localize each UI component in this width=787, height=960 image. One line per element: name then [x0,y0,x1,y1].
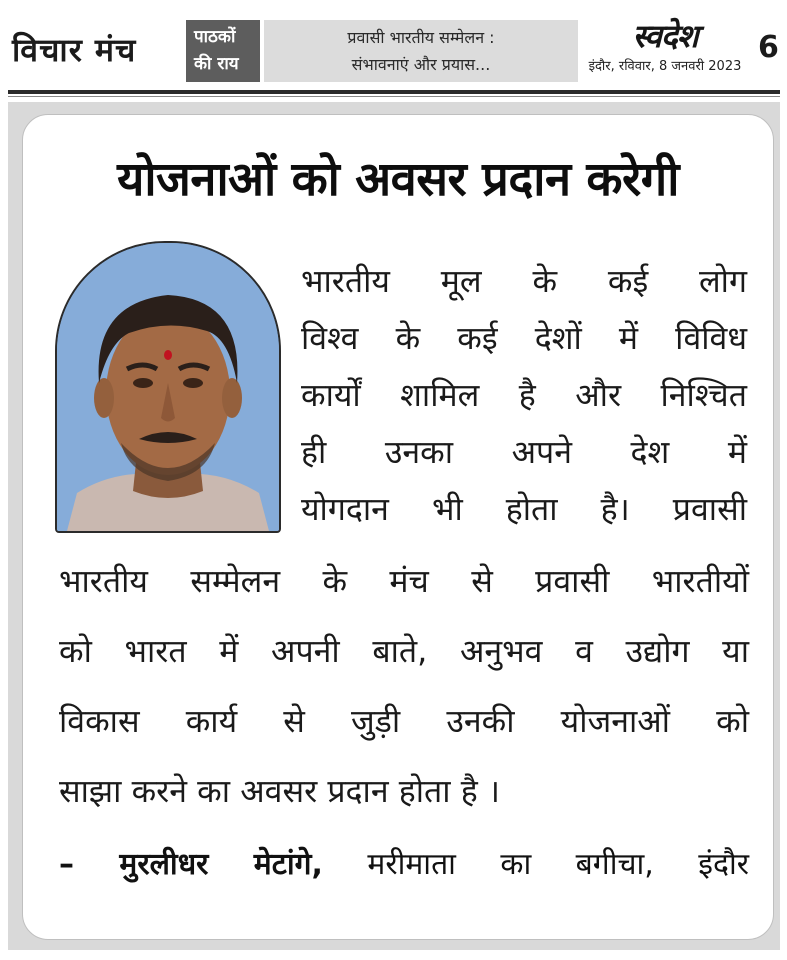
article-line-9: साझा करने का अवसर प्रदान होता है । [59,772,501,810]
header-rule-thin [8,96,780,97]
topic-line-1: प्रवासी भारतीय सम्मेलन : [347,28,495,47]
dateline: इंदौर, रविवार, 8 जनवरी 2023 [588,59,742,74]
section-title: विचार मंच [12,31,137,69]
newspaper-logo: स्वदेश [632,17,698,55]
author-photo [55,241,281,533]
article-line-6: भारतीय सम्मेलन के मंच से प्रवासी भारतीयों [59,562,749,600]
topic-box [264,20,578,82]
portrait-image [57,243,279,531]
article-line-2: विश्व के कई देशों में विविध [301,319,747,357]
article-line-3: कार्यों शामिल है और निश्चित [301,376,747,414]
column-tag-line-2: की राय [194,54,239,74]
column-tag-line-1: पाठकों [194,27,236,47]
header-rule [8,90,780,94]
author-name: – मुरलीधर मेटांगे, [59,847,323,882]
article-line-8: विकास कार्य से जुड़ी उनकी योजनाओं को [59,702,749,740]
article-line-1: भारतीय मूल के कई लोग [301,262,747,300]
article-line-5: योगदान भी होता है। प्रवासी [301,490,747,528]
article-card [22,114,774,940]
topic-line-2: संभावनाएं और प्रयास... [351,55,491,74]
column-tag [186,20,260,82]
article-headline: योजनाओं को अवसर प्रदान करेगी [117,152,679,207]
article-line-7: को भारत में अपनी बाते, अनुभव व उद्योग या [59,632,749,670]
page-header [8,18,780,92]
author-signature [59,845,749,885]
article-line-4: ही उनका अपने देश में [301,433,747,471]
masthead [580,18,750,84]
author-location: मरीमाता का बगीचा, इंदौर [367,847,749,882]
page-number: 6 [758,30,779,65]
